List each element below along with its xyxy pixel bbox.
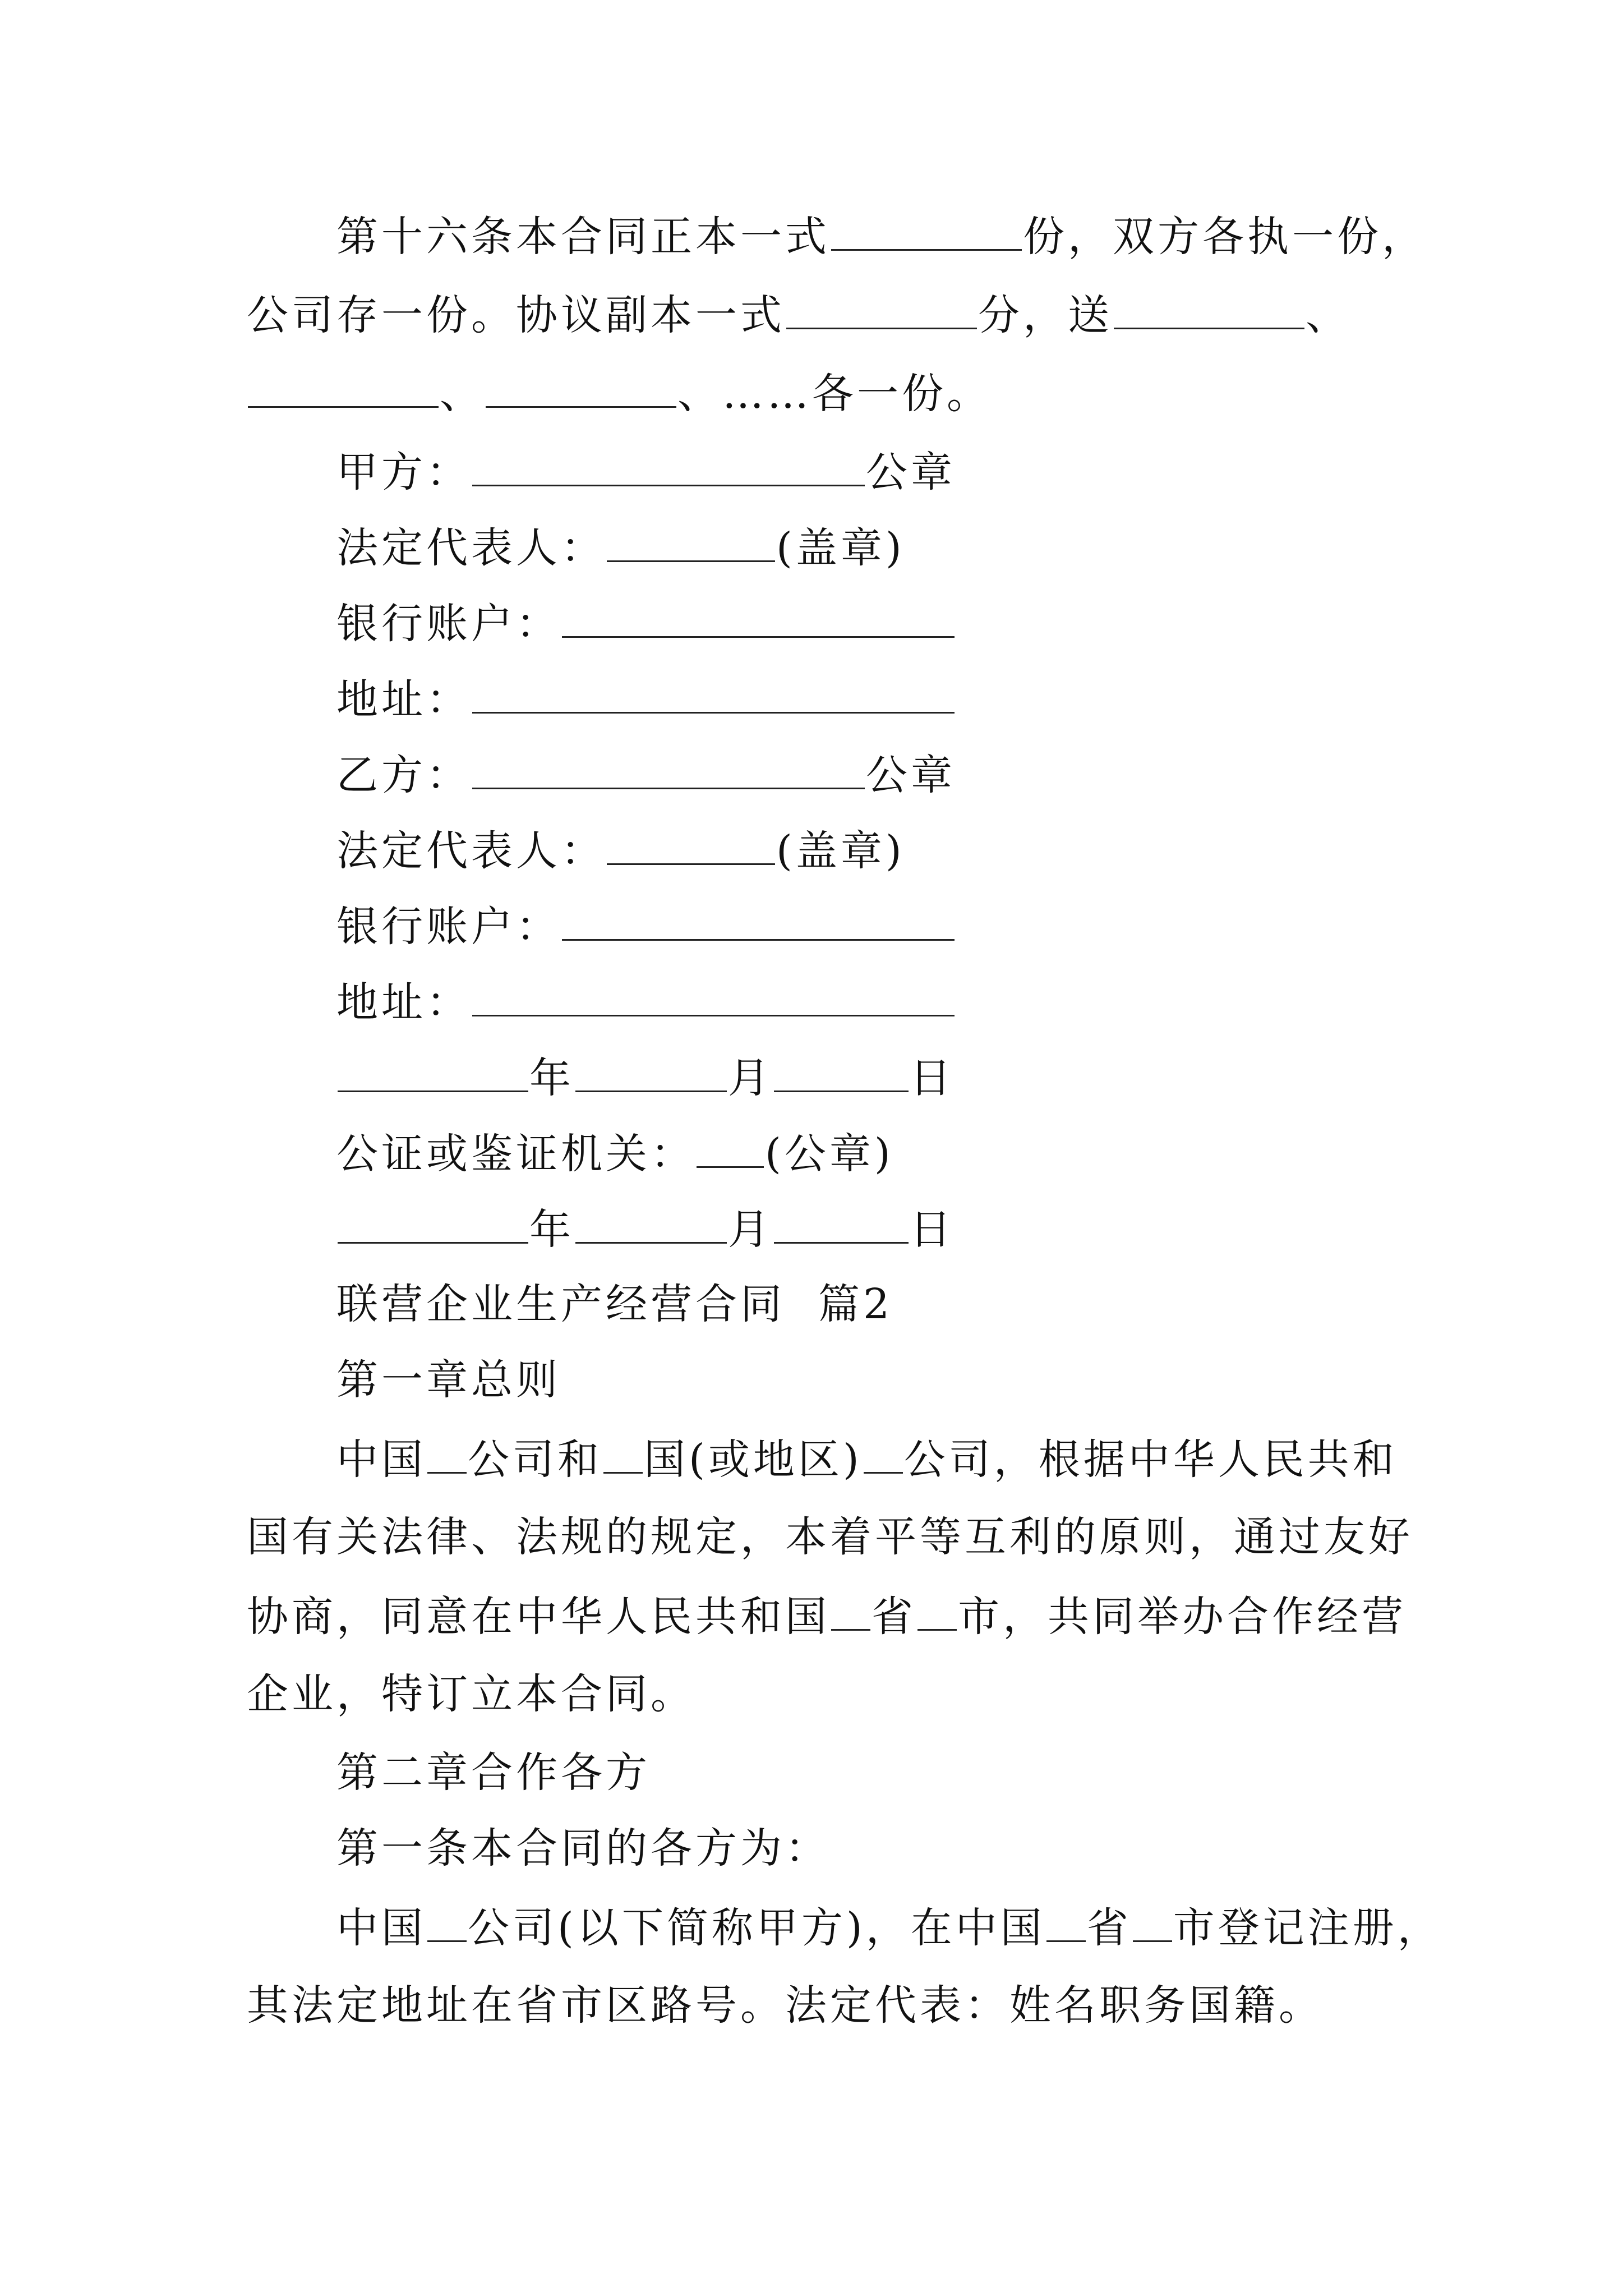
section-title	[336, 1276, 893, 1332]
chapter-1-line-4	[247, 1666, 695, 1722]
text: 企业，特订立本合同。	[247, 1670, 695, 1718]
year-label: 年	[529, 1054, 574, 1102]
party-b-address-line	[336, 973, 956, 1030]
text: 公司，根据中华人民共和	[903, 1435, 1398, 1484]
blank-field	[562, 595, 955, 638]
seal-label: (盖章)	[776, 524, 905, 572]
blank-field	[248, 365, 439, 408]
date-line	[336, 1200, 955, 1258]
seal-label: 公章	[866, 448, 956, 496]
text: 公司存一份。协议副本一式	[247, 291, 785, 339]
text: 省	[872, 1593, 916, 1641]
chapter-title-text: 第二章合作各方	[336, 1749, 651, 1797]
day-label: 日	[910, 1205, 955, 1254]
date-line	[336, 1049, 955, 1106]
rep-label: 法定代表人：	[336, 827, 606, 875]
year-label: 年	[529, 1205, 574, 1254]
bank-label: 银行账户：	[336, 903, 561, 951]
text: 中国	[336, 1904, 426, 1952]
seal-label: (公章)	[765, 1130, 894, 1178]
text: 市，共同举办合作经营	[958, 1593, 1407, 1641]
blank-field	[774, 1049, 909, 1092]
chapter-title-text: 第一章总则	[336, 1356, 561, 1404]
article-16-line-2	[247, 286, 1350, 343]
blank-field	[864, 1430, 903, 1474]
blank-field	[472, 973, 955, 1016]
bank-label: 银行账户：	[336, 600, 561, 648]
blank-field	[1114, 286, 1304, 329]
text: 第一条本合同的各方为：	[336, 1824, 830, 1872]
party-a-address-line	[336, 670, 956, 728]
blank-field	[831, 1588, 870, 1631]
month-label: 月	[728, 1054, 773, 1102]
party-b-rep-line	[336, 822, 905, 879]
blank-field	[1046, 1899, 1086, 1942]
text: 协商，同意在中华人民共和国	[247, 1593, 830, 1641]
seal-label: (盖章)	[776, 827, 905, 875]
section-title-text: 联营企业生产经营合同 篇2	[336, 1280, 893, 1328]
blank-field	[774, 1200, 909, 1244]
article-1-line	[336, 1820, 830, 1876]
party-a-rep-line	[336, 519, 905, 576]
text: 省	[1086, 1904, 1132, 1952]
blank-field	[917, 1588, 957, 1631]
party-a-label: 甲方：	[336, 448, 471, 496]
text: 分，送	[978, 291, 1113, 339]
text: 第十六条本合同正本一式	[336, 213, 830, 261]
text: 其法定地址在省市区路号。法定代表：姓名职务国籍。	[247, 1981, 1324, 2030]
text: 、	[440, 370, 485, 418]
blank-field	[607, 822, 775, 865]
blank-field	[472, 670, 955, 714]
blank-field	[338, 1049, 528, 1092]
blank-field	[603, 1430, 643, 1474]
rep-label: 法定代表人：	[336, 524, 606, 572]
party-desc-line-2	[247, 1977, 1324, 2033]
chapter-1-line-3	[247, 1588, 1407, 1645]
party-desc-line-1	[336, 1899, 1442, 1956]
party-b-bank-line	[336, 898, 956, 955]
chapter-1-line-1	[336, 1430, 1398, 1488]
blank-field	[427, 1899, 467, 1942]
text: 、	[1306, 291, 1350, 339]
blank-field	[427, 1430, 467, 1474]
text: 公司和	[468, 1435, 602, 1484]
blank-field	[697, 1125, 764, 1168]
blank-field	[338, 1200, 528, 1244]
party-a-line	[336, 443, 956, 500]
text: 国(或地区)	[644, 1435, 863, 1484]
text: 市登记注册，	[1173, 1904, 1442, 1952]
chapter-1-line-2	[247, 1509, 1413, 1565]
address-label: 地址：	[336, 675, 471, 724]
blank-field	[472, 746, 865, 789]
text: 中国	[336, 1435, 426, 1484]
party-a-bank-line	[336, 595, 956, 652]
blank-field	[486, 365, 676, 408]
text: 国有关法律、法规的规定，本着平等互利的原则，通过友好	[247, 1513, 1413, 1561]
blank-field	[472, 443, 865, 486]
blank-field	[607, 519, 775, 562]
chapter-2-title	[336, 1745, 651, 1801]
chapter-1-title	[336, 1352, 561, 1408]
article-16-line-3	[247, 365, 992, 422]
notary-label: 公证或鉴证机关：	[336, 1130, 695, 1178]
text: 、……各一份。	[677, 370, 992, 418]
blank-field	[831, 208, 1022, 251]
notary-line	[336, 1125, 894, 1182]
seal-label: 公章	[866, 751, 956, 799]
article-16-line-1	[336, 208, 1427, 265]
blank-field	[1133, 1899, 1172, 1942]
blank-field	[786, 286, 977, 329]
text: 份，双方各执一份，	[1023, 213, 1427, 261]
party-b-line	[336, 746, 956, 803]
text: 公司(以下简称甲方)，在中国	[468, 1904, 1045, 1952]
day-label: 日	[910, 1054, 955, 1102]
month-label: 月	[728, 1205, 773, 1254]
party-b-label: 乙方：	[336, 751, 471, 799]
blank-field	[575, 1200, 727, 1244]
blank-field	[562, 898, 955, 941]
address-label: 地址：	[336, 978, 471, 1027]
blank-field	[575, 1049, 727, 1092]
